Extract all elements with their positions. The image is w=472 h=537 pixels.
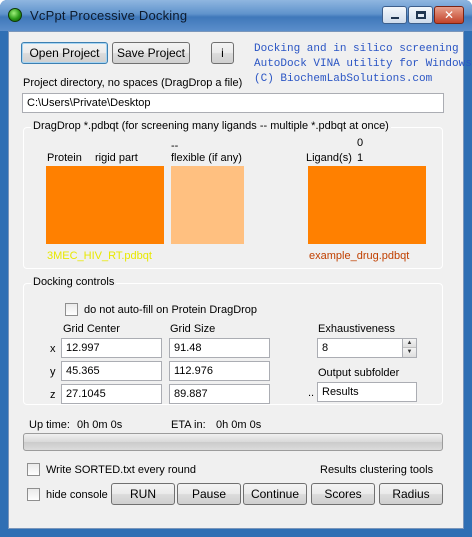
- write-sorted-checkbox[interactable]: [27, 463, 40, 476]
- protein-label: Protein: [47, 152, 82, 164]
- grid-size-label: Grid Size: [170, 323, 216, 335]
- write-sorted-label: Write SORTED.txt every round: [46, 464, 196, 476]
- run-button[interactable]: RUN: [111, 483, 175, 505]
- ligand-file-name: example_drug.pdbqt: [309, 250, 410, 262]
- project-dir-label: Project directory, no spaces (DragDrop a file): [23, 77, 243, 89]
- close-icon: ✕: [443, 8, 455, 22]
- about-line-1: Docking and in silico screening: [254, 43, 459, 55]
- save-project-button[interactable]: Save Project: [112, 42, 190, 64]
- project-dir-field[interactable]: C:\Users\Private\Desktop: [22, 93, 444, 113]
- uptime-label: Up time:: [29, 419, 70, 431]
- clustering-tools-label: Results clustering tools: [320, 464, 434, 476]
- window-title: VcPpt Processive Docking: [30, 8, 188, 23]
- maximize-icon: [416, 11, 426, 19]
- spin-down-icon[interactable]: ▼: [403, 348, 416, 357]
- grid-center-z-field[interactable]: 27.1045: [61, 384, 162, 404]
- minimize-icon: [391, 17, 399, 19]
- rigid-part-label: rigid part: [95, 152, 138, 164]
- hide-console-label: hide console: [46, 489, 108, 501]
- continue-button[interactable]: Continue: [243, 483, 307, 505]
- grid-center-x-field[interactable]: 12.997: [61, 338, 162, 358]
- protein-rigid-drop-zone[interactable]: [46, 166, 164, 244]
- no-autofill-label: do not auto-fill on Protein DragDrop: [84, 304, 258, 316]
- hide-console-checkbox[interactable]: [27, 488, 40, 501]
- ligand-count-top: 0: [357, 137, 364, 149]
- eta-value: 0h 0m 0s: [216, 419, 262, 431]
- progress-bar: [23, 433, 443, 451]
- minimize-button[interactable]: [382, 6, 407, 24]
- app-globe-icon: [8, 8, 22, 22]
- ligand-drop-zone[interactable]: [308, 166, 426, 244]
- axis-y-label: y: [50, 366, 56, 378]
- grid-size-z-field[interactable]: 89.887: [169, 384, 270, 404]
- exhaustiveness-spinner[interactable]: [402, 339, 416, 357]
- spin-up-icon[interactable]: ▲: [403, 339, 416, 348]
- axis-x-label: x: [50, 343, 56, 355]
- eta-label: ETA in:: [171, 419, 206, 431]
- exhaustiveness-field[interactable]: [317, 338, 417, 358]
- exhaustiveness-value: 8: [322, 342, 329, 354]
- scores-button[interactable]: Scores: [311, 483, 375, 505]
- grid-size-y-field[interactable]: 112.976: [169, 361, 270, 381]
- dragdrop-group-title: DragDrop *.pdbqt (for screening many ligands -- multiple *.pdbqt at once): [33, 120, 389, 132]
- output-prefix: ..: [308, 387, 315, 399]
- flexible-label: flexible (if any): [171, 152, 242, 164]
- about-line-3: (C) BiochemLabSolutions.com: [254, 73, 433, 85]
- protein-file-name: 3MEC_HIV_RT.pdbqt: [47, 250, 152, 262]
- pause-button[interactable]: Pause: [177, 483, 241, 505]
- client-area: [8, 31, 472, 529]
- close-button[interactable]: [434, 6, 464, 24]
- no-autofill-checkbox[interactable]: [65, 303, 78, 316]
- ligands-label: Ligand(s): [306, 152, 352, 164]
- flexible-marker: --: [171, 140, 179, 152]
- output-subfolder-field[interactable]: Results: [317, 382, 417, 402]
- axis-z-label: z: [50, 389, 56, 401]
- grid-center-y-field[interactable]: 45.365: [61, 361, 162, 381]
- about-line-2: AutoDock VINA utility for Windows: [254, 58, 472, 70]
- ligand-count: 1: [357, 152, 364, 164]
- uptime-value: 0h 0m 0s: [77, 419, 123, 431]
- grid-size-x-field[interactable]: 91.48: [169, 338, 270, 358]
- open-project-button[interactable]: Open Project: [21, 42, 108, 64]
- title-bar[interactable]: [0, 0, 472, 31]
- protein-flexible-drop-zone[interactable]: [171, 166, 244, 244]
- output-subfolder-label: Output subfolder: [318, 367, 400, 379]
- docking-controls-title: Docking controls: [33, 276, 115, 288]
- exhaustiveness-label: Exhaustiveness: [318, 323, 396, 335]
- maximize-button[interactable]: [408, 6, 433, 24]
- grid-center-label: Grid Center: [63, 323, 120, 335]
- info-button[interactable]: i: [211, 42, 234, 64]
- radius-button[interactable]: Radius: [379, 483, 443, 505]
